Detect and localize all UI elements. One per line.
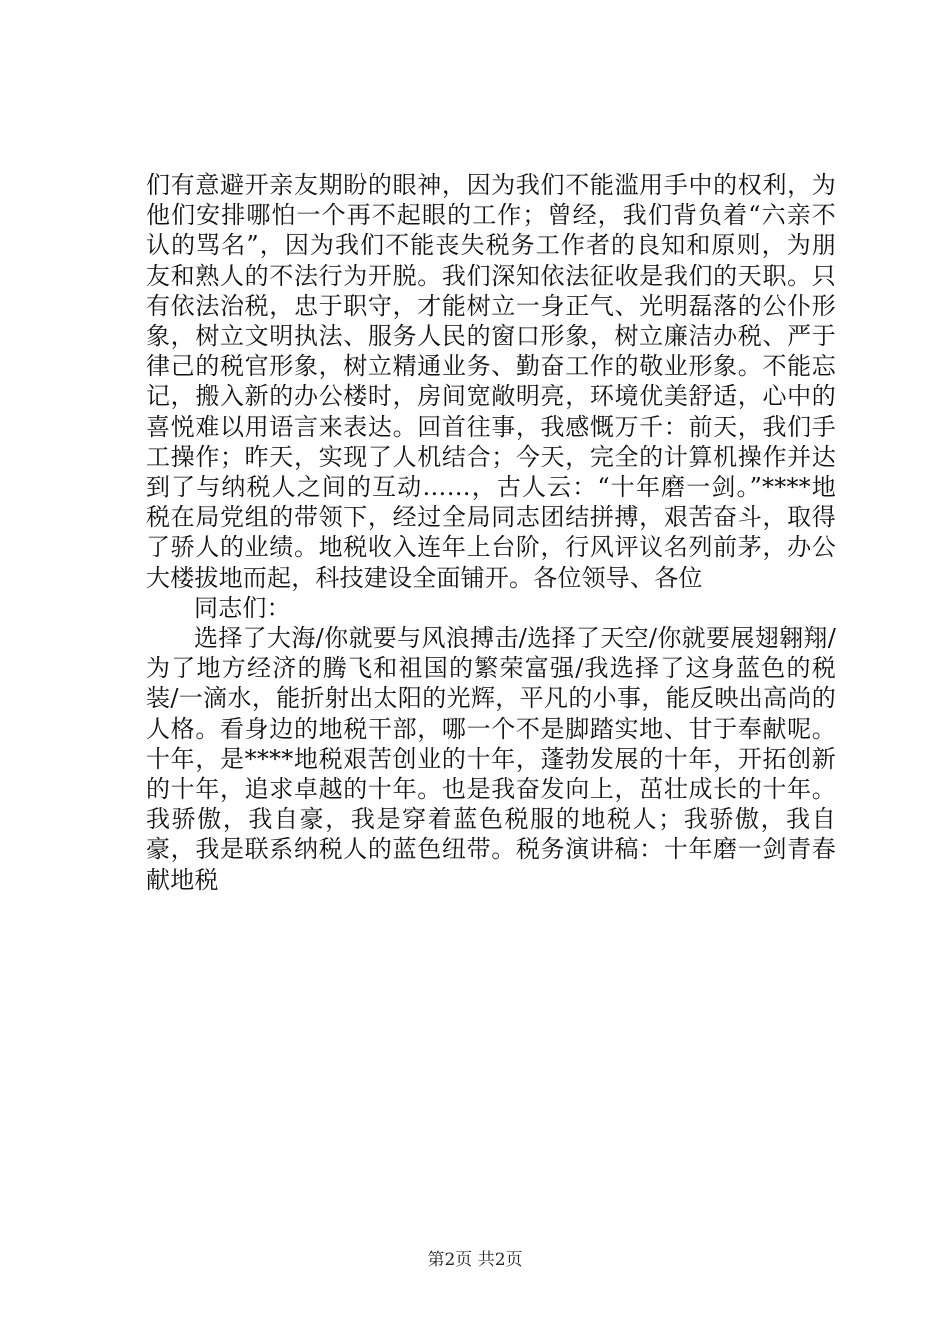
paragraph: 选择了大海/你就要与风浪搏击/选择了天空/你就要展翅翱翔/为了地方经济的腾飞和祖国的繁荣富强/我选择了这身蓝色的税装/一滴水，能折射出太阳的光辉，平凡的小事，能反映出高尚的人格。看身边的地税干部，哪一个不是脚踏实地、甘于奉献呢。十年，是****地税艰苦创业的十年，蓬勃发展的十年，开拓创新的十年，追求卓越的十年。也是我奋发向上，茁壮成长的十年。我骄傲，我自豪，我是穿着蓝色税服的地税人；我骄傲，我自豪，我是联系纳税人的蓝色纽带。税务演讲稿：十年磨一剑青春献地税 [146,624,836,894]
page-footer: 第2页 共2页 [427,1250,523,1270]
paragraph: 们有意避开亲友期盼的眼神，因为我们不能滥用手中的权利，为他们安排哪怕一个再不起眼的工作；曾经，我们背负着“六亲不认的骂名”，因为我们不能丧失税务工作者的良知和原则，为朋友和熟人的不法行为开脱。我们深知依法征收是我们的天职。只有依法治税，忠于职守，才能树立一身正气、光明磊落的公仆形象，树立文明执法、服务人民的窗口形象，树立廉洁办税、严于律己的税官形象，树立精通业务、勤奋工作的敬业形象。不能忘记，搬入新的办公楼时，房间宽敞明亮，环境优美舒适，心中的喜悦难以用语言来表达。回首往事，我感慨万千：前天，我们手工操作；昨天，实现了人机结合；今天，完全的计算机操作并达到了与纳税人之间的互动……，古人云：“十年磨一剑。”****地税在局党组的带领下，经过全局同志团结拼搏，艰苦奋斗，取得了骄人的业绩。地税收入连年上台阶，行风评议名列前茅，办公大楼拔地而起，科技建设全面铺开。各位领导、各位 [146,171,836,592]
paragraph: 同志们： [194,593,291,622]
body-text [146,170,836,895]
